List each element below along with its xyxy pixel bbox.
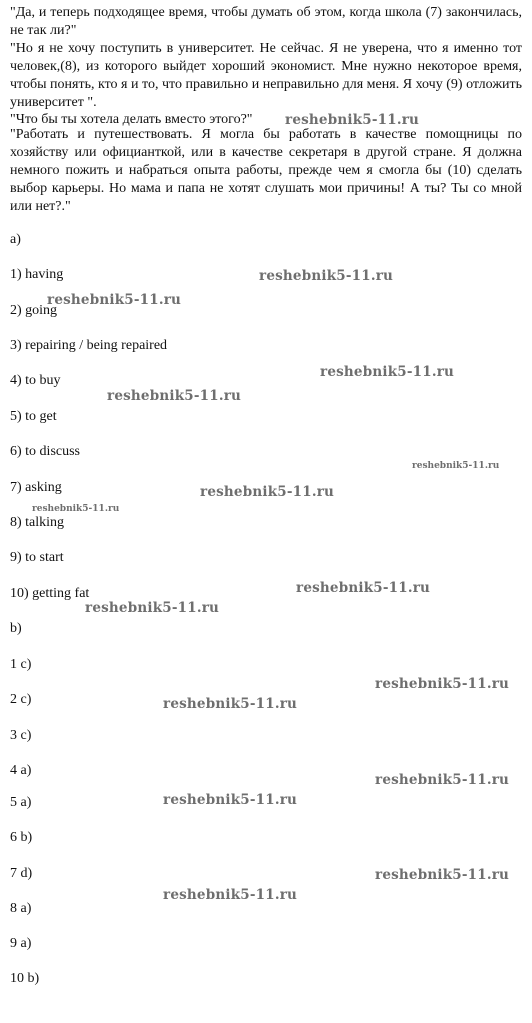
answer-b-3: 3 c)	[10, 728, 32, 743]
answer-a-2: 2) going	[10, 303, 58, 318]
answer-a-5: 5) to get	[10, 409, 57, 424]
answer-a-6: 6) to discuss	[10, 444, 80, 459]
answer-a-8: 8) talking	[10, 515, 65, 530]
watermark: reshebnik5-11.ru	[32, 504, 120, 514]
answer-b-10: 10 b)	[10, 971, 40, 986]
answer-b-4: 4 a)	[10, 763, 32, 778]
answer-a-7: 7) asking	[10, 480, 62, 495]
answer-a-10: 10) getting fat	[10, 586, 90, 601]
watermark: reshebnik5-11.ru	[259, 268, 394, 284]
watermark: reshebnik5-11.ru	[163, 696, 298, 712]
watermark: reshebnik5-11.ru	[375, 772, 510, 788]
watermark: reshebnik5-11.ru	[85, 600, 220, 616]
answer-b-7: 7 d)	[10, 866, 33, 881]
answer-a-1: 1) having	[10, 267, 64, 282]
answer-a-9: 9) to start	[10, 550, 64, 565]
watermark: reshebnik5-11.ru	[47, 292, 182, 308]
answer-b-6: 6 b)	[10, 830, 33, 845]
watermark: reshebnik5-11.ru	[163, 792, 298, 808]
watermark: reshebnik5-11.ru	[200, 484, 335, 500]
watermark: reshebnik5-11.ru	[320, 364, 455, 380]
paragraph-1: "Да, и теперь подходящее время, чтобы думать об этом, когда школа (7) закончилась, не так ли?"	[10, 5, 522, 38]
paragraph-3: "Что бы ты хотела делать вместо этого?"	[10, 112, 253, 127]
paragraph-4: "Работать и путешествовать. Я могла бы работать в качестве помощницы по хозяйству или официанткой, или в качестве секретаря в другой стране. Я должна немного пожить и набраться опыта работы, прежде чем я смогла бы (10) сделать выбор карьеры. Но мама и папа не хотят слушать мои причины! А ты? Ты со мной или нет?."	[10, 127, 522, 214]
watermark: reshebnik5-11.ru	[163, 887, 298, 903]
watermark: reshebnik5-11.ru	[375, 676, 510, 692]
watermark: reshebnik5-11.ru	[375, 867, 510, 883]
answer-b-2: 2 c)	[10, 692, 32, 707]
answer-b-1: 1 c)	[10, 657, 32, 672]
watermark: reshebnik5-11.ru	[285, 112, 420, 128]
section-b-label: b)	[10, 621, 22, 636]
answer-a-4: 4) to buy	[10, 373, 61, 388]
answer-a-3: 3) repairing / being repaired	[10, 338, 168, 353]
answer-b-5: 5 a)	[10, 795, 32, 810]
answer-b-9: 9 a)	[10, 936, 32, 951]
section-a-label: a)	[10, 232, 21, 247]
watermark: reshebnik5-11.ru	[107, 388, 242, 404]
watermark: reshebnik5-11.ru	[296, 580, 431, 596]
answer-b-8: 8 a)	[10, 901, 32, 916]
paragraph-2: "Но я не хочу поступить в университет. Не сейчас. Я не уверена, что я именно тот человек,(8), из которого выйдет хороший экономист. Мне нужно некоторое время, чтобы понять, кто я и то, что правильно и неправильно для меня. Я хочу (9) отложить университет ".	[10, 41, 522, 110]
watermark: reshebnik5-11.ru	[412, 461, 500, 471]
